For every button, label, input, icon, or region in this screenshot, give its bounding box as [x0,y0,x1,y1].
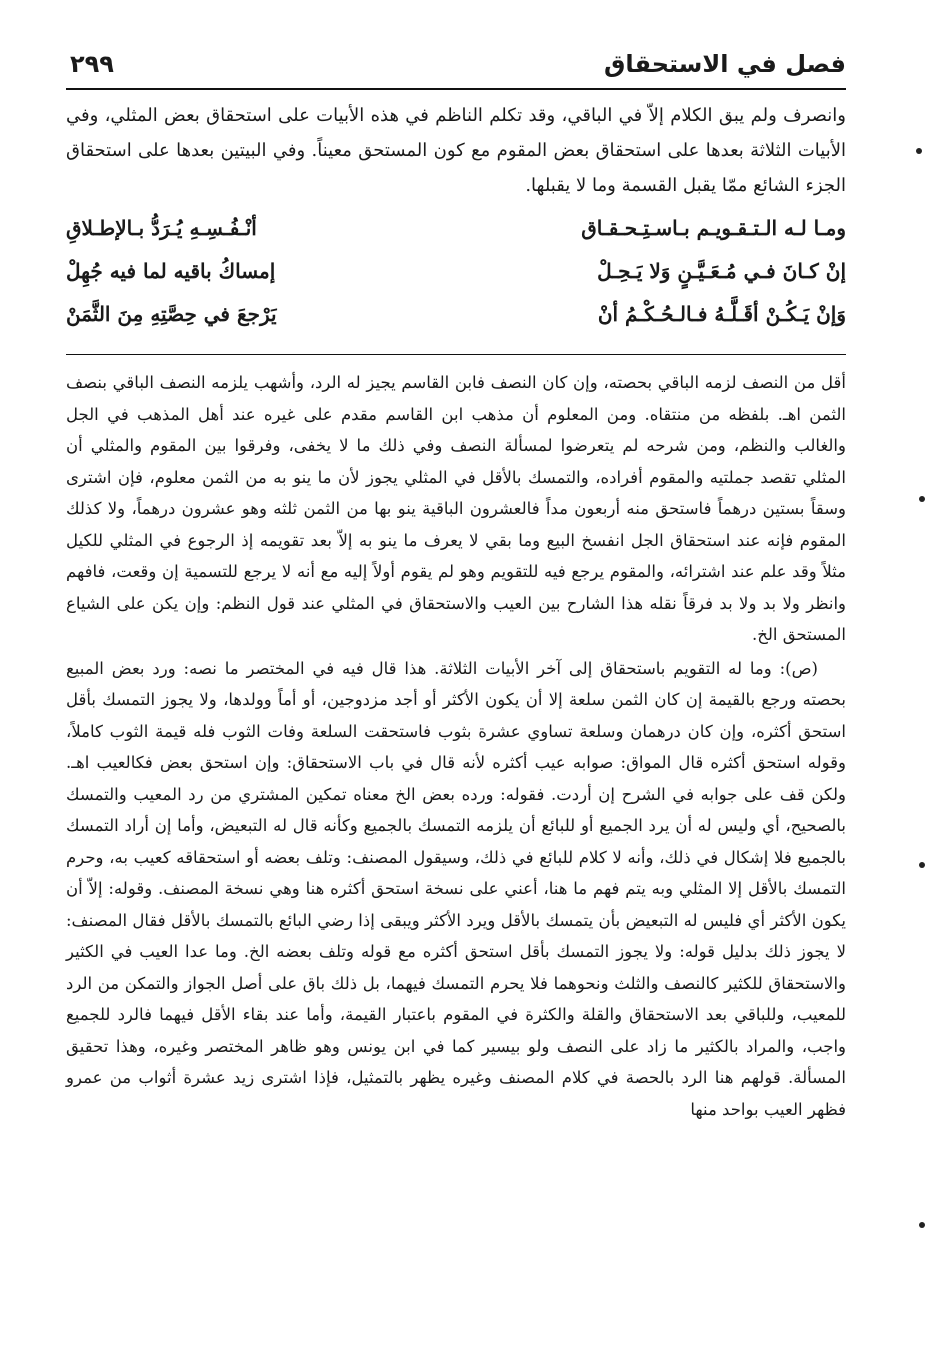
section-divider [66,354,846,355]
verse-second-hemistich: إمساكُ باقيه لما فيه جُهِلْ [66,259,276,283]
verse-first-hemistich: ومـا لـه الـتـقـويـم بـاسـتِـحـقـاق [581,216,846,240]
book-page [66,44,846,1344]
verse-first-hemistich: إنْ كـانَ فـي مُـعَـيَّـنٍ وَلا يَـحِـلْ [597,259,846,283]
margin-mark [919,496,925,502]
commentary-paragraph: (ص): وما له التقويم باستحقاق إلى آخر الأبيات الثلاثة. هذا قال فيه في المختصر ما نصه: ورد بعض المبيع بحصته ورجع بالقيمة إن كان الثمن سلعة إلا أن يكون الأكثر أو أجد مزدوجين، أو أماً وولدها، ولا يجوز التمسك بأقل استحق أكثره، وإن كان درهمان وسلعة تساوي عشرة بثوب فاستحقت السلعة وفات الثوب فله قيمة الثوب كاملاً، وقوله استحق أكثره قال المواق: صوابه عيب أكثره لأنه قال في باب الاستحقاق: وإن استحق بعض فكالعيب اهـ. ولكن قف على جوابه في الشرح إن أردت. فقوله: ورده بعض الخ معناه تمكين المشتري من رد المعيب والتمسك بالصحيح، أي وليس له أن يرد الجميع أو للبائع أن يلزمه التمسك بالجميع وكأنه قال له التبعيض، وأما إن أراد التمسك بالجميع فلا إشكال في ذلك، وأنه لا كلام للبائع في ذلك، وسيقول المصنف: وتلف بعضه أو استحقاقه كعيب به، وحرم التمسك بالأقل إلا المثلي وبه يتم فهم ما هنا، أعني على نسخة استحق أكثره هنا وهي نسخة المصنف. وقوله: إلاّ أن يكون الأكثر أي فليس له التبعيض بأن يتمسك بالأقل ويرد الأكثر ويبقى إذا رضي البائع بالتمسك بالأقل فقال المصنف: لا يجوز ذلك بدليل قوله: ولا يجوز التمسك بأقل استحق أكثره مع قوله وتلف بعضه الخ. وما عدا العيب في الكثير والاستحقاق للكثير كالنصف والثلث ونحوهما فلا يحرم التمسك فيهما، بل ذلك باق على أصل الجواز والتمكن من الرد للمعيب، وللباقي بعد الاستحقاق والقلة والكثرة في المقوم باعتبار القيمة، وأما عند بقاء الأقل فيهما فالرد للجميع واجب، والمراد بالكثير ما زاد على النصف ولو بيسير كما في ابن يونس وهو ظاهر المختصر وغيره، وهذا تحقيق المسألة. قولهم هنا الرد بالحصة في كلام المصنف وغيره يظهر بالتمثيل، فإذا اشترى زيد عشرة أثواب من عمرو فظهر العيب بواحد منها [66,658,846,1119]
margin-mark [916,148,922,154]
verse-second-hemistich: أنْـفُـسِـهِ يُـرَدُّ بـالإطـلاقِ [66,216,257,240]
margin-mark [919,1222,925,1228]
margin-mark [919,862,925,868]
page-number: ٢٩٩ [70,50,114,78]
page-header [66,44,846,90]
chapter-title: فصل في الاستحقاق [603,50,846,78]
verse-first-hemistich: وَإنْ يَـكُـنْ أقَـلَّـهُ فـالـحُـكْـمُ أنْ [597,302,846,326]
verse-line [66,250,846,293]
verse-second-hemistich: يَرْجعَ في حِصَّتِهِ مِنَ الثَّمَنْ [66,302,277,326]
main-text: وانصرف ولم يبق الكلام إلاّ في الباقي، وقد تكلم الناظم في هذه الأبيات على استحقاق بعض المثلي، وفي الأبيات الثلاثة بعدها على استحقاق بعض المقوم مع كون المستحق معيناً. وفي البيتين بعدها على استحقاق الجزء الشائع ممّا يقبل القسمة وما لا يقبلها. [66,105,846,196]
commentary-paragraph: أقل من النصف لزمه الباقي بحصته، وإن كان النصف فابن القاسم يجيز له الرد، وأشهب يلزمه النصف الباقي بنصف الثمن اهـ. بلفظه من منتقاه. ومن المعلوم أن مذهب ابن القاسم مقدم على غيره عند أهل المذهب في الجل والغالب والنظم، ومن شرحه لم يتعرضوا لمسألة النصف وفي ذلك ما لا يخفى، وفرقوا بين المقوم والمثلي أن المثلي تقصد جملتيه والمقوم أفراده، والتمسك بالأقل في المثلي يجوز لأن ما ينو به من الثمن معلوم، فإن اشترى وسقاً بستين درهماً فاستحق منه أربعون مداً فالعشرون الباقية ينو بها من الثمن ثلثه وهو عشرون درهماً، ولا كذلك المقوم فإنه عند استحقاق الجل انفسخ البيع وما بقي لا يعرف ما ينو به إلاّ بعد تقويمه إذ الرجوع في المثلي للكيل مثلاً وقد علم عند اشترائه، والمقوم يرجع فيه للتقويم وهو لم يقوم أولاً إليه مع أنه لا يرجع للتسمية إن وقعت، فافهم وانظر ولا بد ولا بد فرقاً نقله هذا الشارح بين العيب والاستحقاق في المثلي عند قول النظم: وإن يكن على الشياع المستحق الخ. [66,373,846,644]
commentary [66,367,846,1125]
verse-line [66,293,846,336]
verse-line [66,207,846,250]
poem-verses [66,207,846,336]
